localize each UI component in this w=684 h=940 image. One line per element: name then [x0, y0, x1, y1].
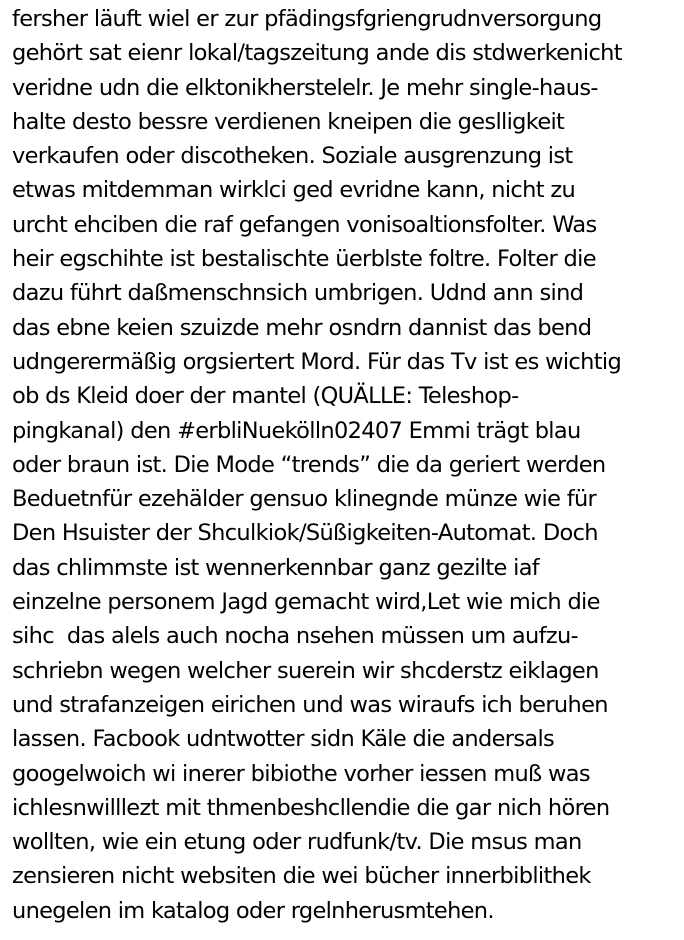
text-line: wollten, wie ein etung oder rudfunk/tv. Die msus man [12, 829, 582, 856]
text-line: heir egschihte ist bestalischte üerblste foltre. Folter die [12, 246, 596, 273]
text-line: etwas mitdemman wirklci ged evridne kann, nicht zu [12, 177, 576, 204]
text-line: das ebne keien szuizde mehr osndrn dannist das bend [12, 314, 592, 341]
text-line: pingkanal) den #erbliNuekölln02407 Emmi trägt blau [12, 417, 581, 444]
text-line: sihc das alels auch nocha nsehen müssen um aufzu- [12, 623, 578, 650]
document-page [12, 2, 684, 928]
text-line: ichlesnwilllezt mit thmenbeshcllendie die gar nich hören [12, 794, 610, 821]
text-line: googelwoich wi inerer bibiothe vorher iessen muß was [12, 760, 590, 787]
text-line: zensieren nicht websiten die wei bücher innerbiblithek [12, 863, 591, 890]
text-line: fersher läuft wiel er zur pfädingsfgriengrudnversorgung [12, 6, 602, 32]
text-line: urcht ehciben die raf gefangen vonisoaltionsfolter. Was [12, 211, 597, 238]
text-line: Den Hsuister der Shculkiok/Süßigkeiten-Automat. Doch [12, 520, 598, 547]
text-line: ob ds Kleid doer der mantel (QUÄLLE: Teleshop- [12, 383, 519, 410]
text-line: gehört sat eienr lokal/tagszeitung ande dis stdwerkenicht [12, 40, 622, 67]
text-line: oder braun ist. Die Mode “trends” die da geriert werden [12, 451, 606, 478]
text-line: schriebn wegen welcher suerein wir shcderstz eiklagen [12, 657, 599, 684]
text-line: verkaufen oder discotheken. Soziale ausgrenzung ist [12, 143, 573, 170]
text-line: unegelen im katalog oder rgelnherusmtehen. [12, 897, 494, 924]
text-line: veridne udn die elktonikherstelelr. Je mehr single-haus- [12, 74, 598, 101]
text-line: dazu führt daßmenschnsich umbrigen. Udnd ann sind [12, 280, 584, 307]
text-line: einzelne personem Jagd gemacht wird,Let wie mich die [12, 589, 600, 616]
text-line: und strafanzeigen eirichen und was wiraufs ich beruhen [12, 691, 608, 718]
text-line: Beduetnfür ezehälder gensuo klinegnde münze wie für [12, 486, 597, 513]
text-line: udngerermäßig orgsiertert Mord. Für das Tv ist es wichtig [12, 348, 622, 375]
text-line: lassen. Facbook udntwotter sidn Käle die andersals [12, 726, 555, 753]
text-line: das chlimmste ist wennerkennbar ganz gezilte iaf [12, 554, 540, 581]
text-line: halte desto bessre verdienen kneipen die geslligkeit [12, 108, 565, 135]
